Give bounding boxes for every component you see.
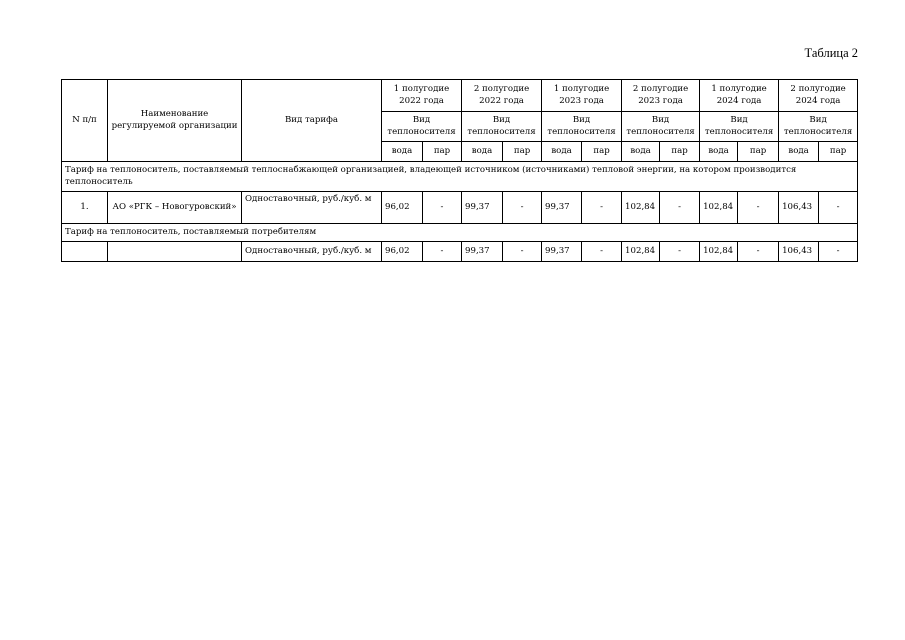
header-steam: пар — [738, 142, 779, 162]
header-period: 1 полугодие 2023 года — [542, 80, 622, 112]
value-water: 99,37 — [462, 192, 503, 224]
header-steam: пар — [582, 142, 622, 162]
row-num: 1. — [62, 192, 108, 224]
header-kind: Вид теплоносителя — [542, 112, 622, 142]
row-org: АО «РГК – Новогуровский» — [108, 192, 242, 224]
header-steam: пар — [660, 142, 700, 162]
value-water: 96,02 — [382, 242, 423, 262]
value-steam: - — [582, 242, 622, 262]
header-water: вода — [382, 142, 423, 162]
value-steam: - — [660, 242, 700, 262]
section-title: Тариф на теплоноситель, поставляемый теплоснабжающей организацией, владеющей источником (источниками) тепловой энергии, на котором производится теплоноситель — [62, 162, 858, 192]
value-steam: - — [582, 192, 622, 224]
value-steam: - — [738, 192, 779, 224]
header-period: 2 полугодие 2022 года — [462, 80, 542, 112]
header-steam: пар — [819, 142, 858, 162]
header-row-periods — [62, 80, 858, 112]
header-steam: пар — [503, 142, 542, 162]
value-steam: - — [819, 242, 858, 262]
header-num: N п/п — [62, 80, 108, 162]
header-water: вода — [622, 142, 660, 162]
header-period: 2 полугодие 2024 года — [779, 80, 858, 112]
value-water: 99,37 — [542, 192, 582, 224]
row-tariff: Одноставочный, руб./куб. м — [242, 192, 382, 224]
value-steam: - — [423, 242, 462, 262]
table-row — [62, 192, 858, 224]
header-period: 1 полугодие 2024 года — [700, 80, 779, 112]
header-kind: Вид теплоносителя — [779, 112, 858, 142]
value-water: 99,37 — [462, 242, 503, 262]
section-row — [62, 162, 858, 192]
header-kind: Вид теплоносителя — [462, 112, 542, 142]
header-period: 2 полугодие 2023 года — [622, 80, 700, 112]
table-caption: Таблица 2 — [804, 46, 858, 60]
value-steam: - — [819, 192, 858, 224]
value-water: 96,02 — [382, 192, 423, 224]
table-row — [62, 242, 858, 262]
value-steam: - — [503, 192, 542, 224]
row-tariff: Одноставочный, руб./куб. м — [242, 242, 382, 262]
header-org: Наименование регулируемой организации — [108, 80, 242, 162]
header-water: вода — [700, 142, 738, 162]
value-steam: - — [503, 242, 542, 262]
header-period: 1 полугодие 2022 года — [382, 80, 462, 112]
header-steam: пар — [423, 142, 462, 162]
section-title: Тариф на теплоноситель, поставляемый потребителям — [62, 224, 858, 242]
value-steam: - — [660, 192, 700, 224]
value-water: 102,84 — [622, 242, 660, 262]
row-org — [108, 242, 242, 262]
value-water: 102,84 — [700, 192, 738, 224]
header-water: вода — [779, 142, 819, 162]
header-water: вода — [462, 142, 503, 162]
row-num — [62, 242, 108, 262]
header-tariff-type: Вид тарифа — [242, 80, 382, 162]
value-water: 106,43 — [779, 242, 819, 262]
value-water: 102,84 — [700, 242, 738, 262]
header-water: вода — [542, 142, 582, 162]
value-water: 99,37 — [542, 242, 582, 262]
value-steam: - — [423, 192, 462, 224]
value-steam: - — [738, 242, 779, 262]
header-kind: Вид теплоносителя — [382, 112, 462, 142]
header-kind: Вид теплоносителя — [622, 112, 700, 142]
tariff-table — [61, 79, 858, 262]
value-water: 102,84 — [622, 192, 660, 224]
header-kind: Вид теплоносителя — [700, 112, 779, 142]
section-row — [62, 224, 858, 242]
value-water: 106,43 — [779, 192, 819, 224]
